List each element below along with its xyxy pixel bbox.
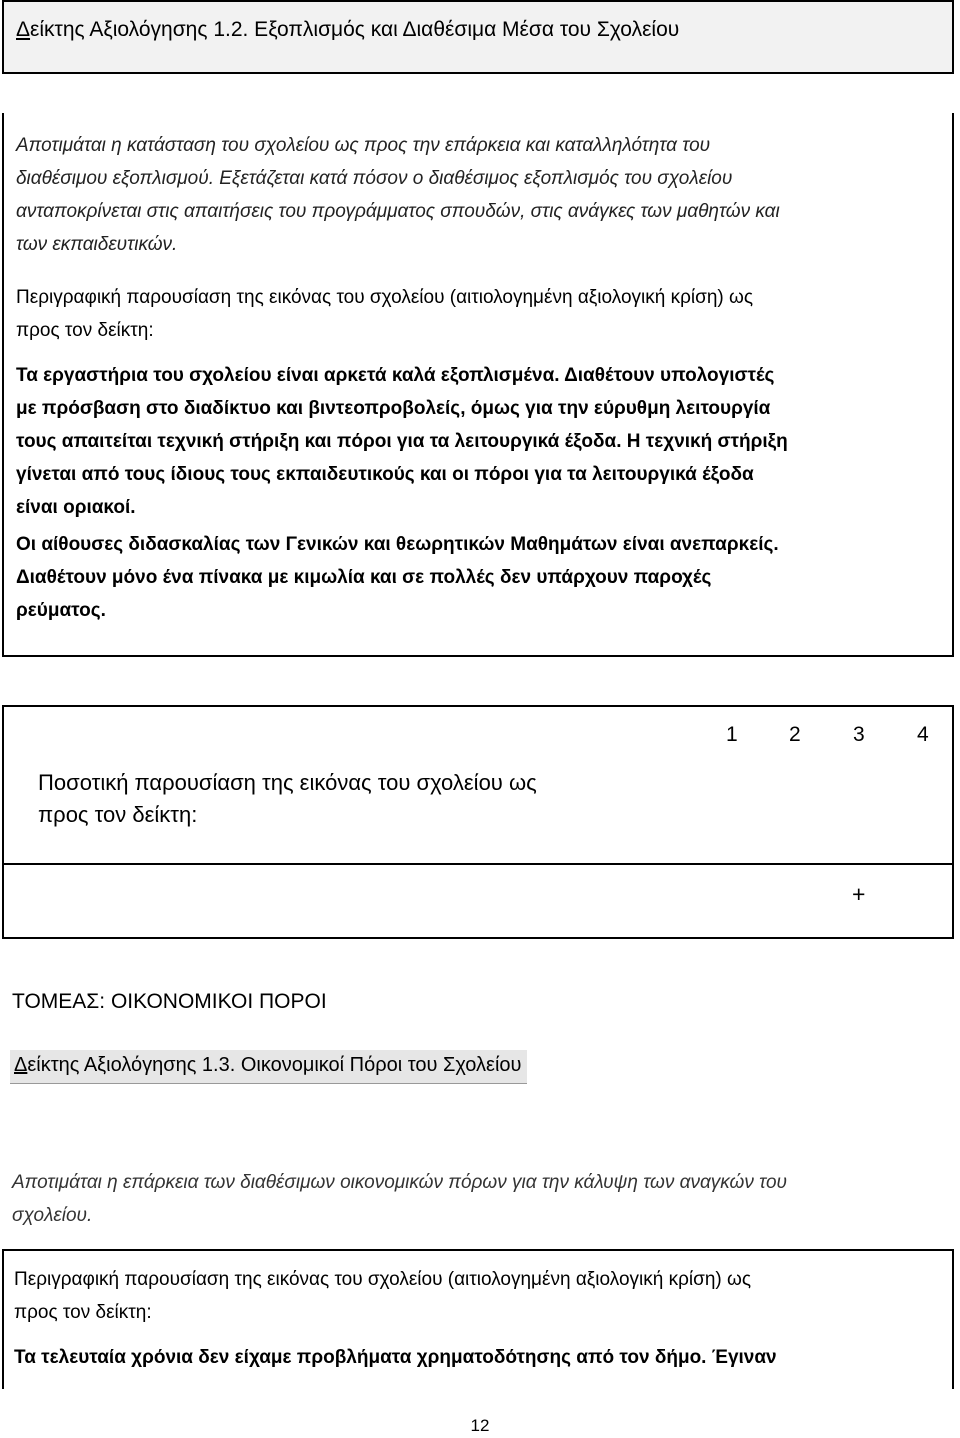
- scale-value-2: 2: [789, 723, 801, 746]
- answer-line: Τα εργαστήρια του σχολείου είναι αρκετά καλά εξοπλισμένα. Διαθέτουν υπολογιστές: [16, 365, 775, 386]
- indicator-1-3-assessment-box: [2, 1249, 954, 1389]
- answer-line: με πρόσβαση στο διαδίκτυο και βιντεοπροβολείς, όμως για την εύρυθμη λειτουργία: [16, 398, 771, 419]
- indicator-1-2-answer-paragraph-2: [16, 528, 946, 627]
- indicator-1-2-description-box: [2, 113, 954, 657]
- answer-line: Οι αίθουσες διδασκαλίας των Γενικών και θεωρητικών Μαθημάτων είναι ανεπαρκείς.: [16, 534, 779, 555]
- indicator-1-3-prompt: [14, 1263, 944, 1329]
- answer-line: γίνεται από τους ίδιους τους εκπαιδευτικούς και οι πόροι για τα λειτουργικά έξοδα: [16, 464, 754, 485]
- prompt-line: Περιγραφική παρουσίαση της εικόνας του σχολείου (αιτιολογημένη αξιολογική κρίση) ως: [16, 287, 754, 308]
- prompt-line: Περιγραφική παρουσίαση της εικόνας του σχολείου (αιτιολογημένη αξιολογική κρίση) ως: [14, 1269, 752, 1290]
- answer-line: ρεύματος.: [16, 600, 106, 621]
- description-line: διαθέσιμου εξοπλισμού. Εξετάζεται κατά πόσον ο διαθέσιμος εξοπλισμός του σχολείου: [16, 168, 733, 189]
- description-line: σχολείου.: [12, 1205, 93, 1226]
- description-line: των εκπαιδευτικών.: [16, 234, 178, 255]
- prompt-line: προς τον δείκτη:: [14, 1302, 152, 1323]
- selected-rating-mark: +: [852, 881, 866, 907]
- indicator-1-2-prompt: [16, 281, 946, 347]
- description-line: ανταποκρίνεται στις απαιτήσεις του προγράμματος σπουδών, στις ανάγκες των μαθητών και: [16, 201, 780, 222]
- table-divider: [4, 863, 952, 865]
- answer-line: τους απαιτείται τεχνική στήριξη και πόροι για τα λειτουργικά έξοδα. Η τεχνική στήριξη: [16, 431, 788, 452]
- quantitative-label-line: Ποσοτική παρουσίαση της εικόνας του σχολείου ως: [38, 770, 537, 795]
- scale-value-1: 1: [726, 723, 738, 746]
- indicator-1-2-title-box: [2, 0, 954, 74]
- description-line: Αποτιμάται η κατάσταση του σχολείου ως προς την επάρκεια και καταλληλότητα του: [16, 135, 711, 156]
- description-line: Αποτιμάται η επάρκεια των διαθέσιμων οικονομικών πόρων για την κάλυψη των αναγκών του: [12, 1172, 787, 1193]
- page-number: 12: [470, 1416, 490, 1435]
- answer-line: είναι οριακοί.: [16, 497, 136, 518]
- quantitative-label: [38, 767, 678, 831]
- sector-title: ΤΟΜΕΑΣ: ΟΙΚΟΝΟΜΙΚΟΙ ΠΟΡΟΙ: [12, 990, 327, 1013]
- indicator-1-3-title: Δείκτης Αξιολόγησης 1.3. Οικονομικοί Πόροι του Σχολείου: [10, 1050, 527, 1084]
- indicator-1-3-answer: Τα τελευταία χρόνια δεν είχαμε προβλήματα χρηματοδότησης από τον δήμο. Έγιναν: [14, 1347, 777, 1368]
- scale-value-4: 4: [917, 723, 929, 746]
- quantitative-rating-table: [2, 705, 954, 939]
- indicator-1-3-description: [12, 1166, 942, 1232]
- indicator-1-2-description: [16, 129, 946, 261]
- quantitative-label-line: προς τον δείκτη:: [38, 802, 198, 827]
- indicator-1-2-title: Δείκτης Αξιολόγησης 1.2. Εξοπλισμός και Διαθέσιμα Μέσα του Σχολείου: [16, 18, 680, 41]
- prompt-line: προς τον δείκτη:: [16, 320, 154, 341]
- indicator-1-2-answer-paragraph-1: [16, 359, 946, 524]
- scale-value-3: 3: [853, 723, 865, 746]
- answer-line: Διαθέτουν μόνο ένα πίνακα με κιμωλία και σε πολλές δεν υπάρχουν παροχές: [16, 567, 712, 588]
